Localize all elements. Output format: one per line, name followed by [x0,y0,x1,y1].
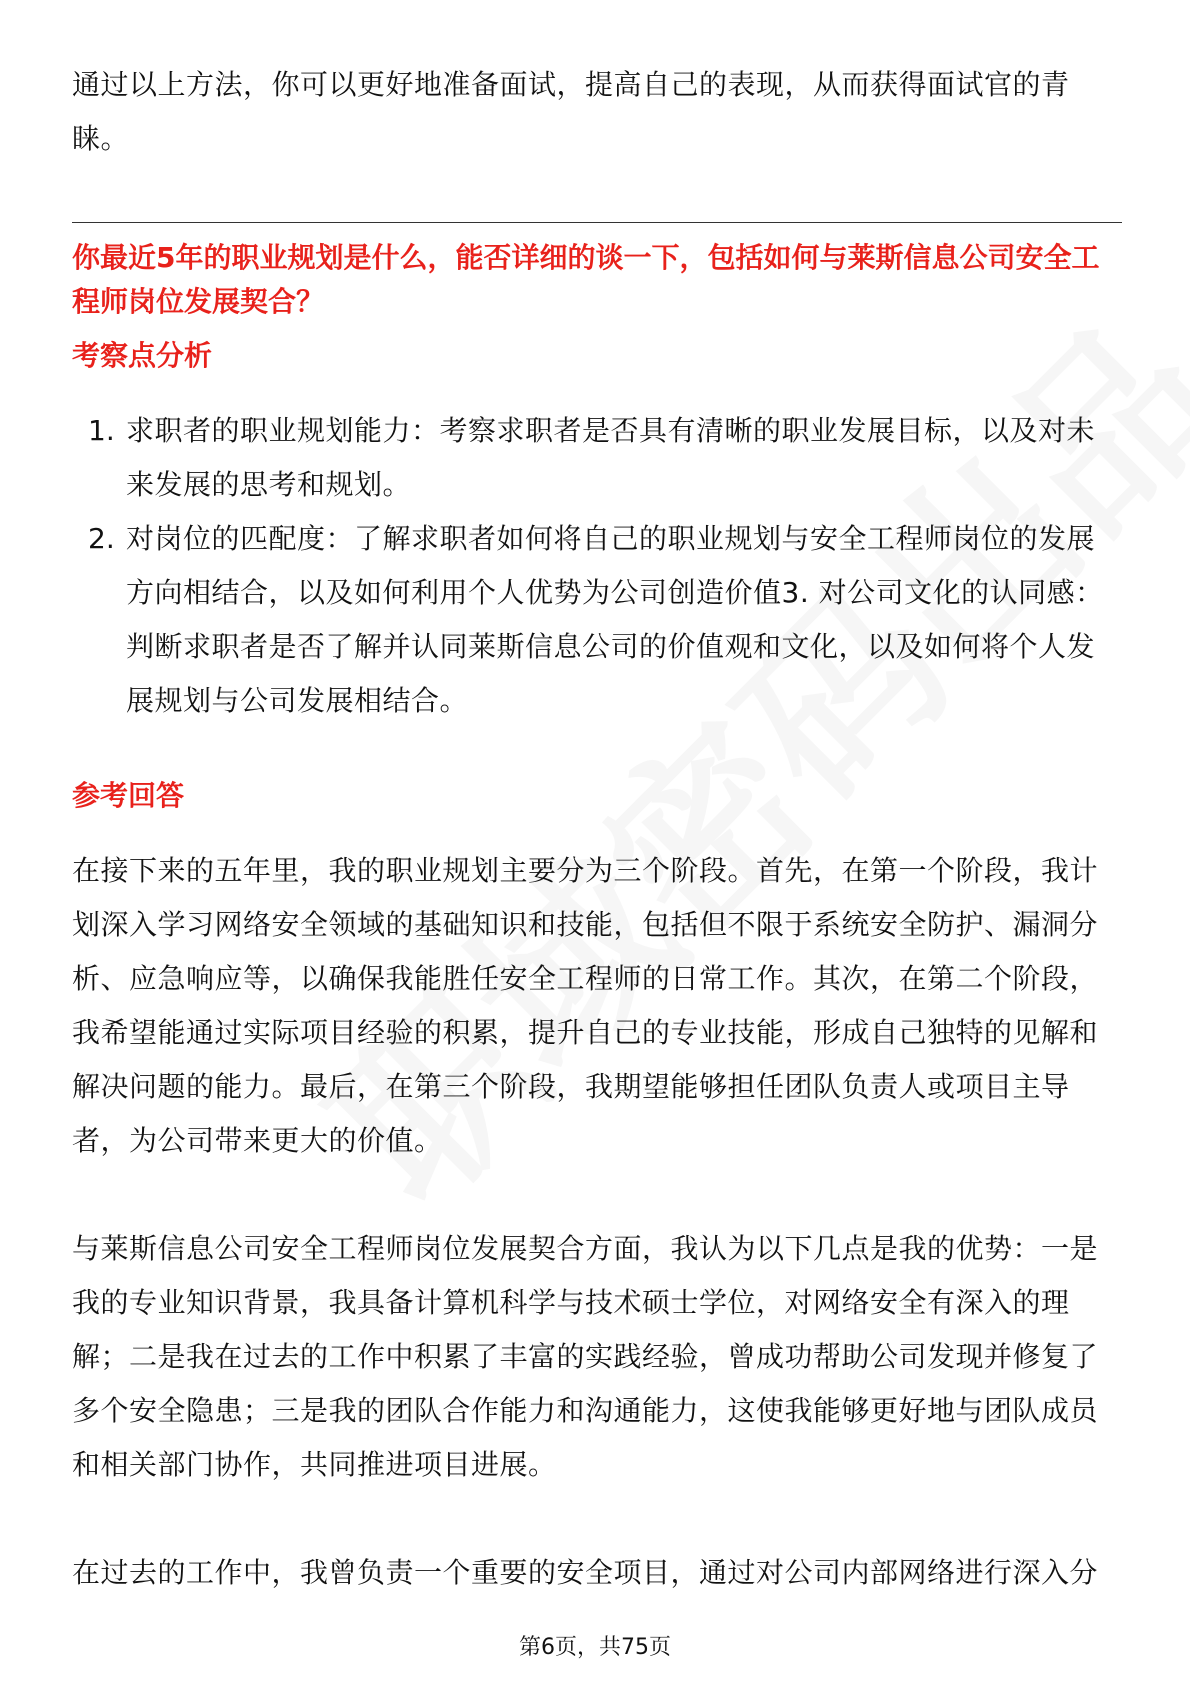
analysis-title: 考察点分析 [72,339,213,372]
list-item-number: 2. [88,522,115,555]
answer-paragraph: 在过去的工作中，我曾负责一个重要的安全项目，通过对公司内部网络进行深入分 [72,1556,1099,1589]
list-item [72,512,1122,728]
page-footer: 第6页，共75页 [519,1635,671,1660]
question-heading: 你最近5年的职业规划是什么，能否详细的谈一下，包括如何与莱斯信息公司安全工程师岗位发展契合？ [72,241,1100,318]
section-divider [72,222,1122,223]
list-item-text: 求职者的职业规划能力：考察求职者是否具有清晰的职业发展目标，以及对未来发展的思考和规划。 [126,414,1096,501]
answer-title: 参考回答 [72,779,185,812]
analysis-list [72,404,1122,728]
list-item [72,404,1122,512]
list-item-number: 1. [88,414,115,447]
answer-paragraph: 在接下来的五年里，我的职业规划主要分为三个阶段。首先，在第一个阶段，我计划深入学习网络安全领域的基础知识和技能，包括但不限于系统安全防护、漏洞分析、应急响应等，以确保我能胜任安全工程师的日常工作。其次，在第二个阶段，我希望能通过实际项目经验的积累，提升自己的专业技能，形成自己独特的见解和解决问题的能力。最后，在第三个阶段，我期望能够担任团队负责人或项目主导者，为公司带来更大的价值。 [72,854,1099,1157]
list-item-text: 对岗位的匹配度：了解求职者如何将自己的职业规划与安全工程师岗位的发展方向相结合，以及如何利用个人优势为公司创造价值3. 对公司文化的认同感：判断求职者是否了解并认同莱斯信息公司的价值观和文化，以及如何将个人发展规划与公司发展相结合。 [126,522,1104,717]
answer-paragraph: 与莱斯信息公司安全工程师岗位发展契合方面，我认为以下几点是我的优势：一是我的专业知识背景，我具备计算机科学与技术硕士学位，对网络安全有深入的理解；二是我在过去的工作中积累了丰富的实践经验，曾成功帮助公司发现并修复了多个安全隐患；三是我的团队合作能力和沟通能力，这使我能够更好地与团队成员和相关部门协作，共同推进项目进展。 [72,1232,1099,1481]
intro-paragraph: 通过以上方法，你可以更好地准备面试，提高自己的表现，从而获得面试官的青睐。 [72,68,1070,155]
